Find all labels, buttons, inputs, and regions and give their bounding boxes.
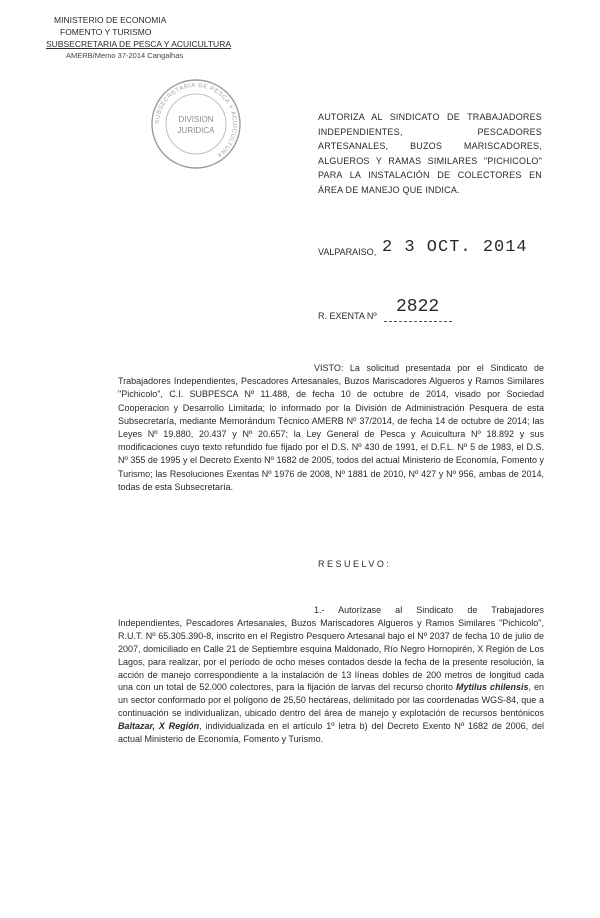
place-label: VALPARAISO, bbox=[318, 247, 377, 257]
stamp-line1: DIVISION bbox=[178, 115, 214, 124]
article-1-part3: , individualizada en el artículo 1º letra b) del Decreto Exento Nº 1682 de 2006, del actual Ministerio de Economía, Fomento y Turismo. bbox=[118, 721, 544, 745]
species-name: Mytilus chilensis bbox=[456, 682, 529, 693]
exenta-number-line bbox=[384, 321, 452, 322]
ministry-line: MINISTERIO DE ECONOMIA bbox=[54, 15, 167, 25]
article-1-part2: , en un sector conformado por el polígono de 25,50 hectáreas, delimitado por las coordenadas WGS-84, que a continuación se individualizan, ubicado dentro del área de manejo y explotación de recursos bentónicos bbox=[118, 682, 544, 719]
exenta-number: 2822 bbox=[396, 297, 440, 317]
stamp-line2: JURIDICA bbox=[177, 126, 215, 135]
exenta-label: R. EXENTA Nº bbox=[318, 311, 377, 321]
visto-section bbox=[118, 362, 544, 494]
resolution-subject: AUTORIZA AL SINDICATO DE TRABAJADORES INDEPENDIENTES, PESCADORES ARTESANALES, BUZOS MARISCADORES, ALGUEROS Y RAMAS SIMILARES "PICHICOLO" PARA LA INSTALACIÓN DE COLECTORES EN ÁREA DE MANEJO QUE INDICA. bbox=[318, 112, 542, 195]
ministry-subline: FOMENTO Y TURISMO bbox=[60, 27, 152, 37]
resuelvo-heading: RESUELVO: bbox=[318, 559, 392, 569]
subsecretaria-line: SUBSECRETARIA DE PESCA Y ACUICULTURA bbox=[46, 39, 232, 49]
article-1 bbox=[118, 604, 544, 746]
resolution-date: 2 3 OCT. 2014 bbox=[382, 238, 528, 257]
memo-reference: AMERB/Memo 37-2014 Cangalhas bbox=[66, 51, 184, 60]
division-juridica-stamp bbox=[146, 74, 246, 174]
letterhead bbox=[46, 14, 246, 62]
visto-body: de Trabajadores Independientes, Pescadores Artesanales, Buzos Mariscadores Algueros y Ramos Similares "Pichicolo", C.I. SUBPESCA Nº 11.488, de fecha 10 de octubre de 2014, visado por Sociedad Cooperacion y Desarrollo Limitada; lo informado por la División de Administración Pesquera de esta Subsecretaría, mediante Memorándum Técnico AMERB Nº 37/2014, de fecha 14 de octubre de 2014; las Leyes Nº 19.880, 20.437 y Nº 20.657; la Ley General de Pesca y Acuicultura Nº 18.892 y sus modificaciones cuyo texto refundido fue fijado por el D.S. Nº 430 de 1991, el D.F.L. Nº 5 de 1983, el D.S. Nº 355 de 1995 y el Decreto Exento Nº 1682 de 2005, todos del actual Ministerio de Economía, Fomento y Turismo; las Resoluciones Exentas Nº 1976 de 2008, Nº 1881 de 2010, Nº 427 y Nº 956, ambas de 2014, todas de esta Subsecretaría. bbox=[118, 363, 544, 492]
article-1-paragraph bbox=[118, 604, 544, 746]
stamp-ring-text: SUBSECRETARIA DE PESCA Y ACUICULTURA bbox=[154, 82, 238, 159]
article-1-part1: Independientes, Pescadores Artesanales, Buzos Mariscadores Algueros y Ramos Similares "Pichicolo", R.U.T. Nº 65.305.390-8, inscrito en el Registro Pesquero Artesanal bajo el Nº 2037 de fecha 10 de julio de 2007, domiciliado en Calle 21 de Septiembre esquina Maldonado, Río Negro Hornopirén, X Región de Los Lagos, para realizar, por el período de ocho meses contados desde la fecha de la presente resolución, la acción de manejo correspondiente a la instalación de 13 líneas dobles de 200 metros de longitud cada una con un total de 52.000 colectores, para la fijación de larvas del recurso chorito bbox=[118, 617, 544, 693]
article-1-lead: 1.- Autorízase al Sindicato de Trabajadores bbox=[314, 605, 544, 615]
visto-paragraph bbox=[118, 362, 544, 494]
visto-lead: VISTO: La solicitud presentada por el Sindicato bbox=[314, 363, 528, 373]
management-area-name: Baltazar, X Región bbox=[118, 721, 200, 732]
